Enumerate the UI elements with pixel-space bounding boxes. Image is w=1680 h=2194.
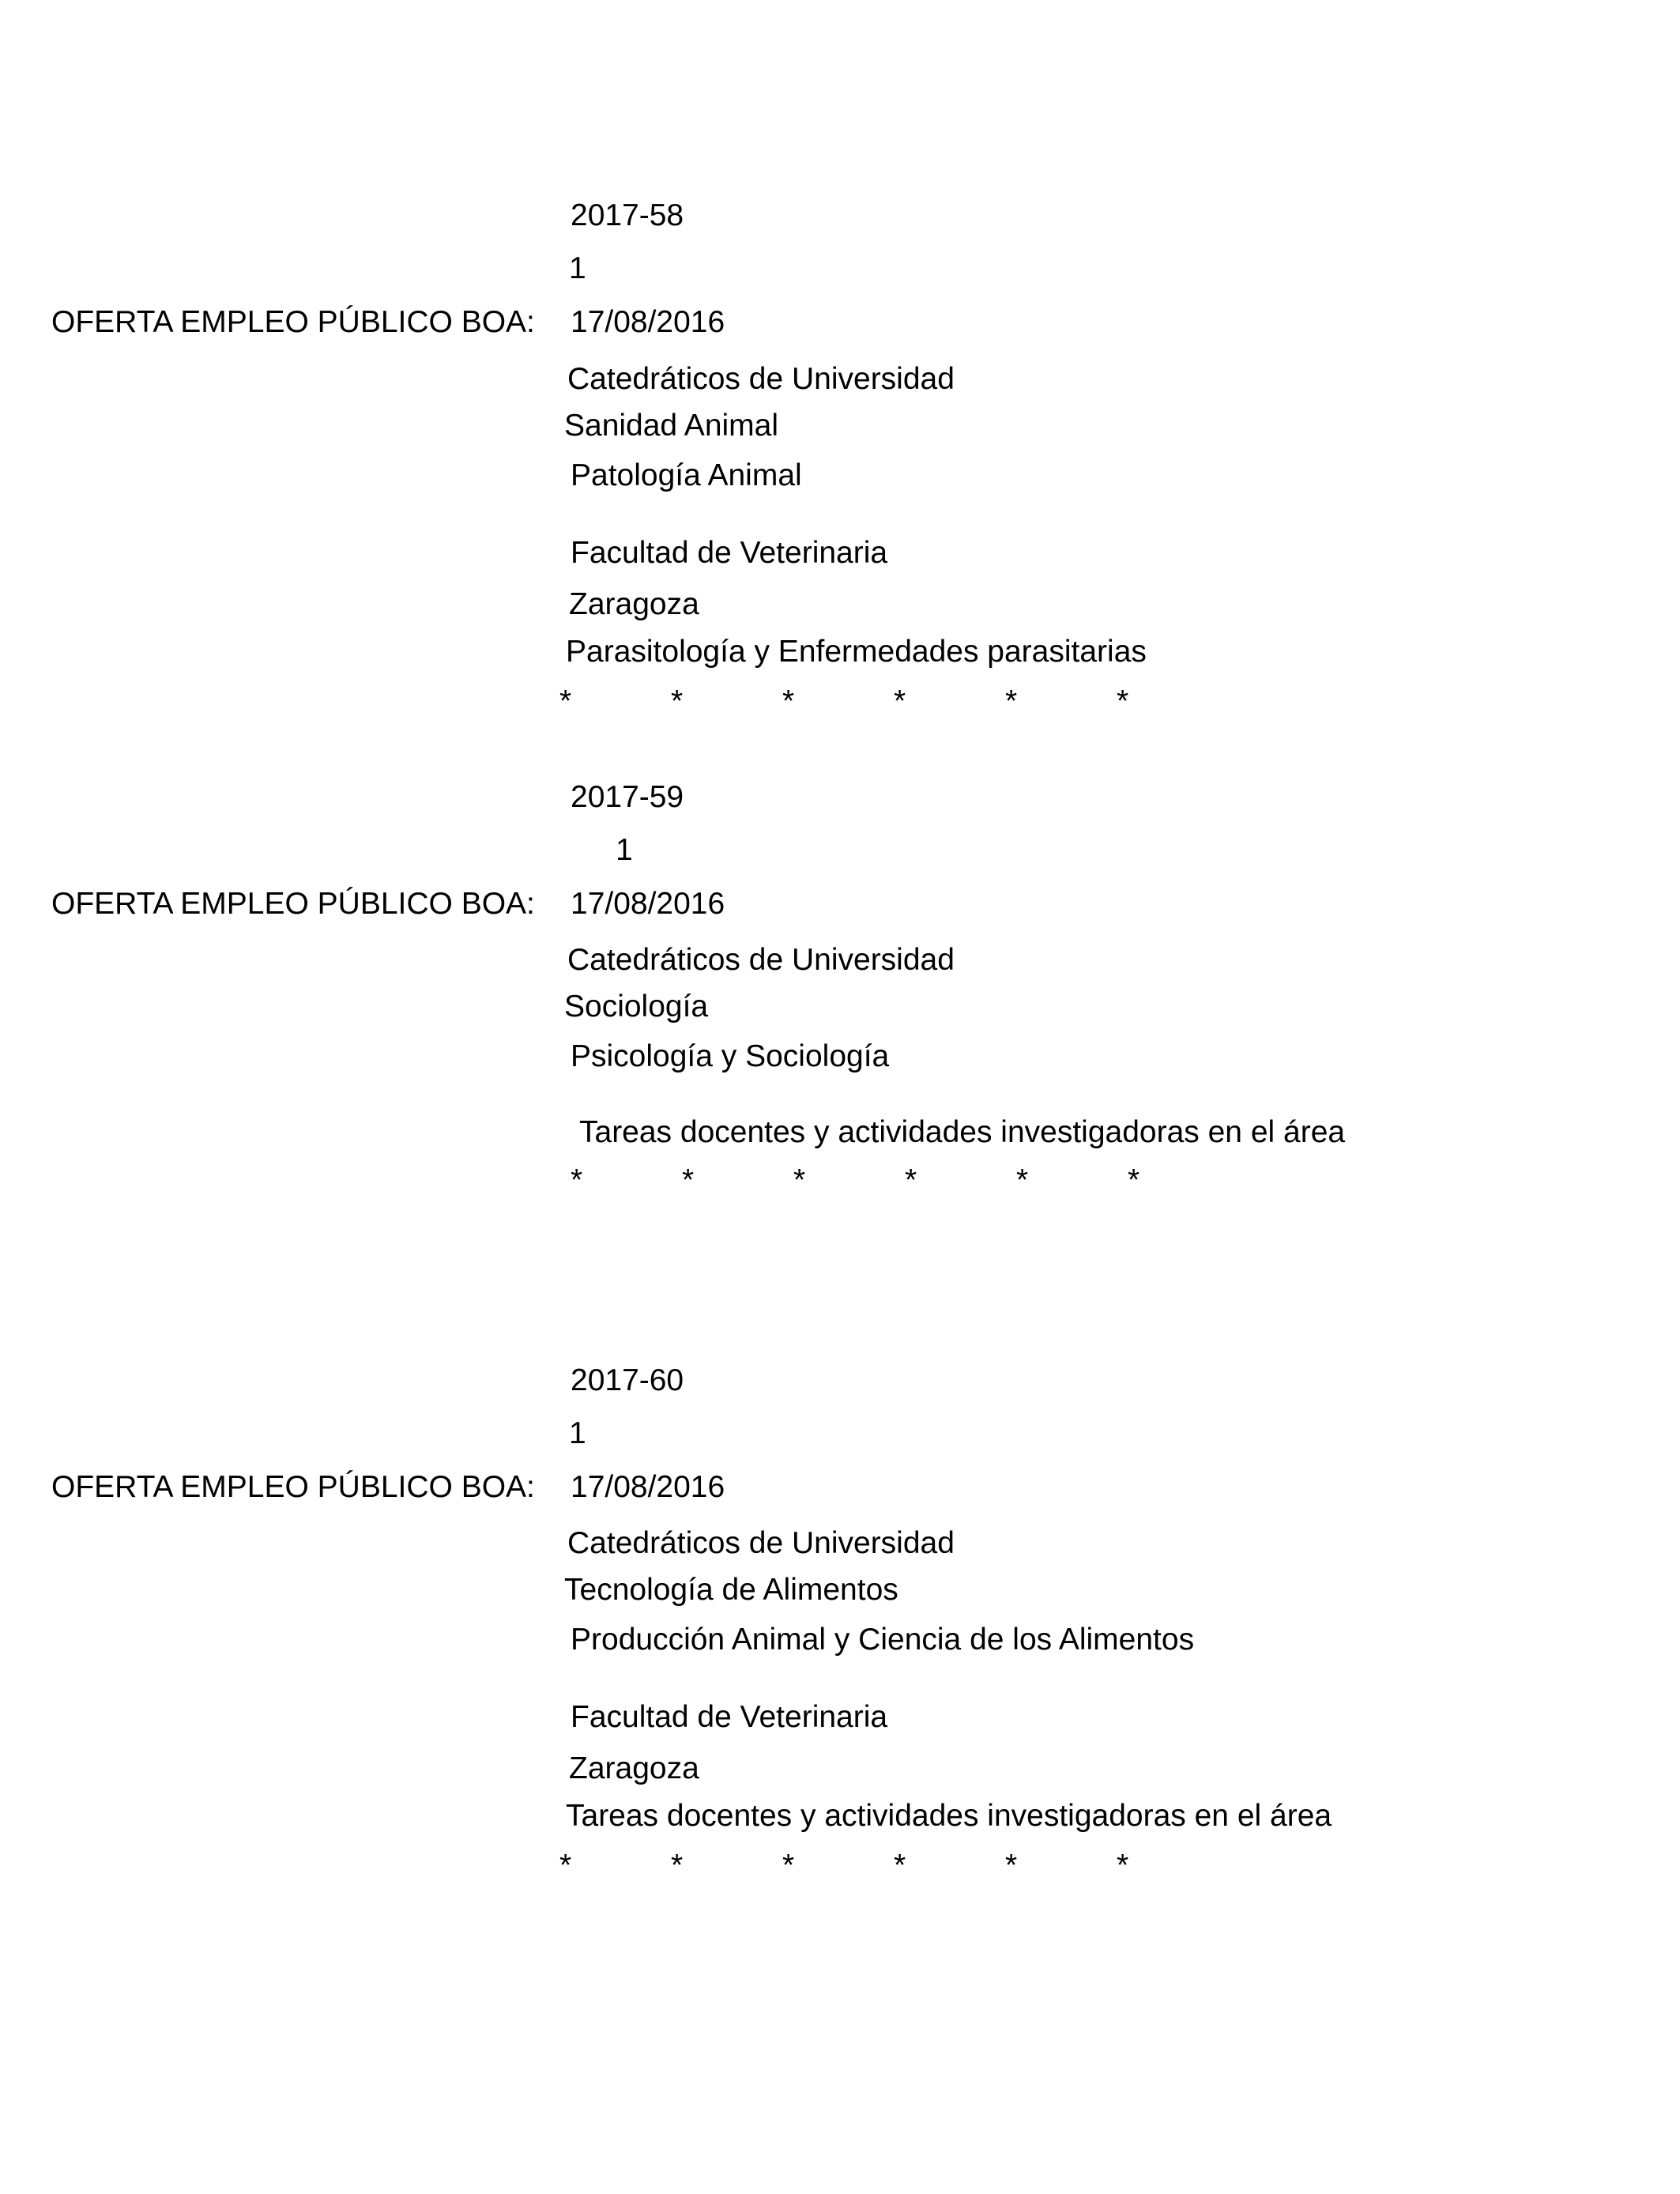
localidad-value: Zaragoza bbox=[569, 1751, 699, 1785]
separator-asterisk: * bbox=[1005, 684, 1018, 718]
cuerpo-value: Catedráticos de Universidad bbox=[567, 362, 955, 396]
actividades-docentes-value: Tareas docentes y actividades investigadoras en el área bbox=[579, 1115, 1346, 1149]
separator-asterisk: * bbox=[894, 684, 906, 718]
oferta-empleo-label: OFERTA EMPLEO PÚBLICO BOA: bbox=[51, 1470, 535, 1504]
plaza-procedimiento-value: 2017-59 bbox=[571, 780, 684, 814]
separator-asterisk: * bbox=[782, 1849, 795, 1883]
cuerpo-value: Catedráticos de Universidad bbox=[567, 943, 955, 977]
separator-asterisks bbox=[0, 686, 1680, 718]
actividades-docentes-value: Parasitología y Enfermedades parasitarias bbox=[566, 635, 1147, 669]
separator-asterisk: * bbox=[905, 1163, 917, 1197]
departamento-value: Psicología y Sociología bbox=[571, 1039, 890, 1073]
separator-asterisk: * bbox=[1117, 1849, 1129, 1883]
cuerpo-value: Catedráticos de Universidad bbox=[567, 1526, 955, 1560]
oferta-empleo-value: 17/08/2016 bbox=[571, 1470, 725, 1504]
localidad-value: Zaragoza bbox=[569, 587, 699, 621]
departamento-value: Patología Animal bbox=[571, 458, 802, 492]
centro-value: Facultad de Veterinaria bbox=[571, 1700, 888, 1734]
numero-dotaciones-value: 1 bbox=[569, 1416, 586, 1450]
separator-asterisk: * bbox=[793, 1163, 806, 1197]
separator-asterisk: * bbox=[1128, 1163, 1140, 1197]
numero-dotaciones-value: 1 bbox=[616, 833, 633, 867]
plaza-procedimiento-value: 2017-60 bbox=[571, 1363, 684, 1397]
separator-asterisk: * bbox=[671, 1849, 684, 1883]
separator-asterisk: * bbox=[1016, 1163, 1029, 1197]
separator-asterisks bbox=[0, 1850, 1680, 1882]
separator-asterisk: * bbox=[571, 1163, 583, 1197]
oferta-empleo-label: OFERTA EMPLEO PÚBLICO BOA: bbox=[51, 887, 535, 921]
area-conocimiento-value: Sanidad Animal bbox=[564, 409, 779, 443]
centro-value: Facultad de Veterinaria bbox=[571, 536, 888, 570]
departamento-value: Producción Animal y Ciencia de los Alimentos bbox=[571, 1623, 1195, 1657]
area-conocimiento-value: Sociología bbox=[564, 990, 709, 1023]
separator-asterisks bbox=[0, 1165, 1680, 1197]
oferta-empleo-value: 17/08/2016 bbox=[571, 305, 725, 339]
separator-asterisk: * bbox=[682, 1163, 695, 1197]
oferta-empleo-value: 17/08/2016 bbox=[571, 887, 725, 921]
separator-asterisk: * bbox=[1117, 684, 1129, 718]
area-conocimiento-value: Tecnología de Alimentos bbox=[564, 1573, 898, 1607]
separator-asterisk: * bbox=[559, 1849, 572, 1883]
separator-asterisk: * bbox=[559, 684, 572, 718]
separator-asterisk: * bbox=[1005, 1849, 1018, 1883]
separator-asterisk: * bbox=[782, 684, 795, 718]
oferta-empleo-label: OFERTA EMPLEO PÚBLICO BOA: bbox=[51, 305, 535, 339]
plaza-procedimiento-value: 2017-58 bbox=[571, 198, 684, 232]
actividades-docentes-value: Tareas docentes y actividades investigadoras en el área bbox=[566, 1799, 1332, 1833]
separator-asterisk: * bbox=[894, 1849, 906, 1883]
separator-asterisk: * bbox=[671, 684, 684, 718]
numero-dotaciones-value: 1 bbox=[569, 251, 586, 285]
